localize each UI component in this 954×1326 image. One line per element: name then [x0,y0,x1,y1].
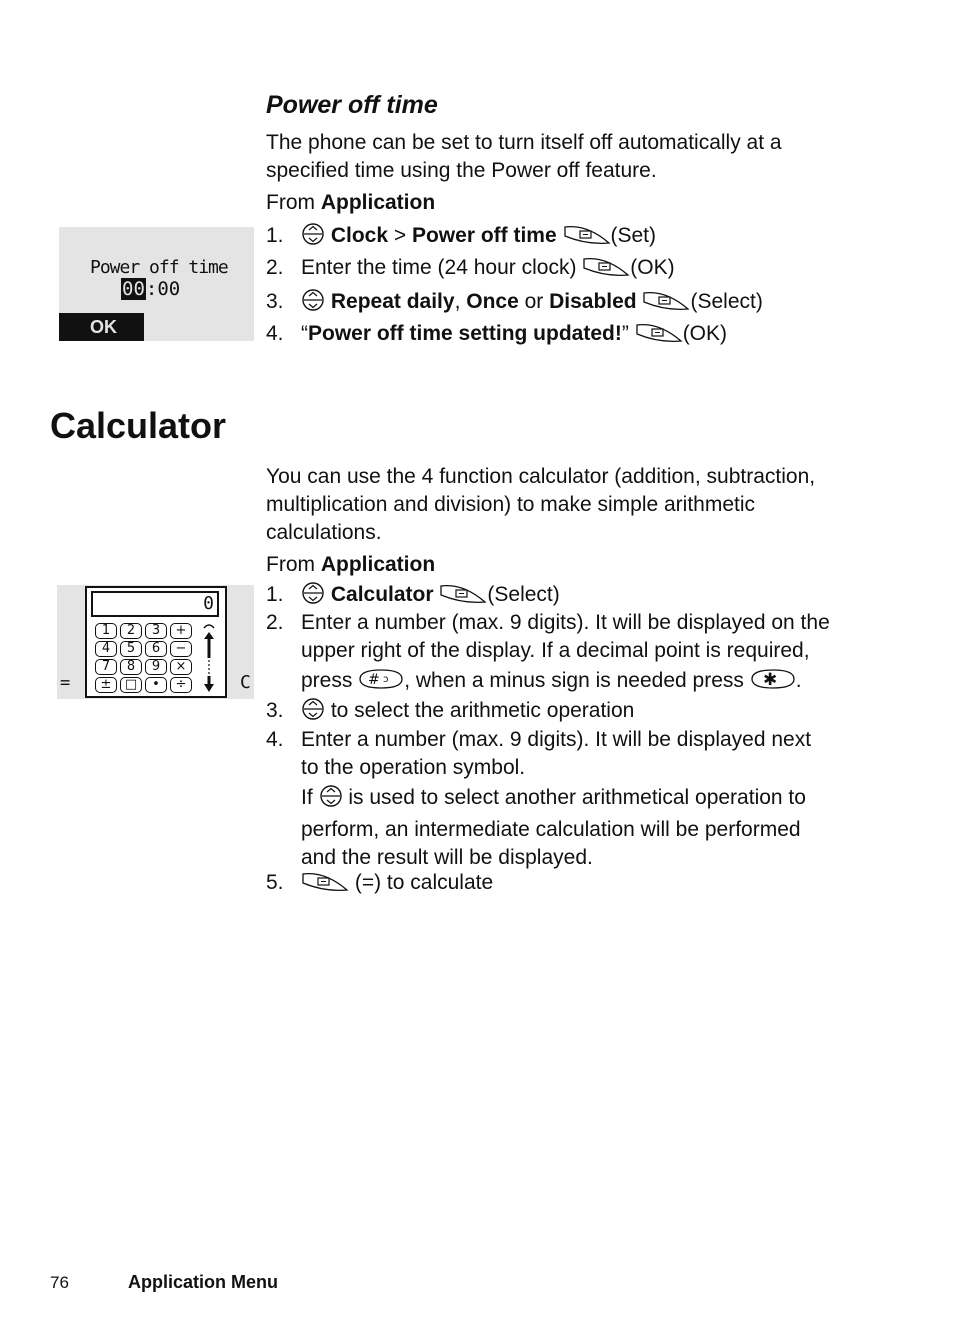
calculator-key: ± [95,677,117,693]
screen-time: 00:00 [122,278,181,300]
step-number: 4. [266,728,284,751]
calculator-key: + [170,623,192,639]
calculator-keypad [95,623,195,695]
calculator-key: 3 [145,623,167,639]
footer-chapter-title: Application Menu [128,1272,278,1292]
calculator-key: • [145,677,167,693]
softkey-icon [642,288,690,320]
step-number: 3. [266,290,284,313]
step-number: 2. [266,256,284,279]
calculator-key: 5 [120,641,142,657]
scroll-arrows [201,622,217,696]
power-off-from-line: From Application [266,191,436,214]
step-number: 1. [266,583,284,606]
calculator-key: 2 [120,623,142,639]
nav-key-icon [301,222,325,254]
calculator-step-2: Enter a number (max. 9 digits). It will be displayed on the upper right of the display. If a decimal point is required, press # ↄ , when a minus sign is needed press ✱ . [301,609,830,699]
nav-key-icon [301,288,325,320]
calculator-key: × [170,659,192,675]
calculator-step-3: to select the arithmetic operation [301,697,634,729]
power-off-intro: The phone can be set to turn itself off automatically at a specified time using the Power off feature. [266,131,782,182]
calculator-step-4: Enter a number (max. 9 digits). It will be displayed next to the operation symbol. If is used to select another arithmetical operation to perform, an intermediate calculation will be performed and the result will be displayed. [301,728,812,869]
softkey-label-clear: C [240,672,251,693]
calculator-key: ÷ [170,677,192,693]
screen-title: Power off time [90,257,228,278]
page-number: 76 [50,1273,69,1292]
calculator-key: 6 [145,641,167,657]
softkey-icon [563,222,611,254]
power-off-step-2: Enter the time (24 hour clock) (OK) [301,254,675,286]
step-number: 5. [266,871,284,894]
calculator-step-5: (=) to calculate [301,869,493,901]
svg-text:ↄ: ↄ [383,674,389,685]
calculator-key: 7 [95,659,117,675]
step-number: 3. [266,699,284,722]
step-number: 4. [266,322,284,345]
power-off-step-4: “Power off time setting updated!” (OK) [301,320,727,352]
calculator-from-line: From Application [266,553,436,576]
calculator-key: □ [120,677,142,693]
calculator-display: 0 [91,591,219,617]
calculator-key: 1 [95,623,117,639]
heading-calculator: Calculator [50,405,227,446]
nav-key-icon [319,784,343,816]
section-title-power-off-time: Power off time [266,91,438,119]
calculator-key: − [170,641,192,657]
screen-hours-highlight: 00 [122,278,145,300]
calculator-key: 9 [145,659,167,675]
power-off-screen [59,227,254,341]
softkey-icon [582,254,630,286]
calculator-screen [57,585,254,699]
svg-text:✱: ✱ [762,670,777,690]
screen-softkey-ok: OK [59,313,144,341]
step-number: 2. [266,611,284,634]
calculator-intro: You can use the 4 function calculator (addition, subtraction, multiplication and division) to make simple arithmetic calculations. [266,465,816,544]
svg-text:#: # [368,672,380,688]
softkey-icon [301,869,349,901]
step-number: 1. [266,224,284,247]
calculator-step-1: Calculator (Select) [301,581,560,613]
softkey-icon [635,320,683,352]
star-key-icon [750,667,796,699]
hash-key-icon [358,667,404,699]
calculator-panel [85,586,227,698]
softkey-label-equals: = [60,673,71,693]
calculator-key: 8 [120,659,142,675]
nav-key-icon [301,697,325,729]
calculator-key: 4 [95,641,117,657]
power-off-step-3: Repeat daily, Once or Disabled (Select) [301,288,763,320]
power-off-step-1: Clock > Power off time (Set) [301,222,656,254]
